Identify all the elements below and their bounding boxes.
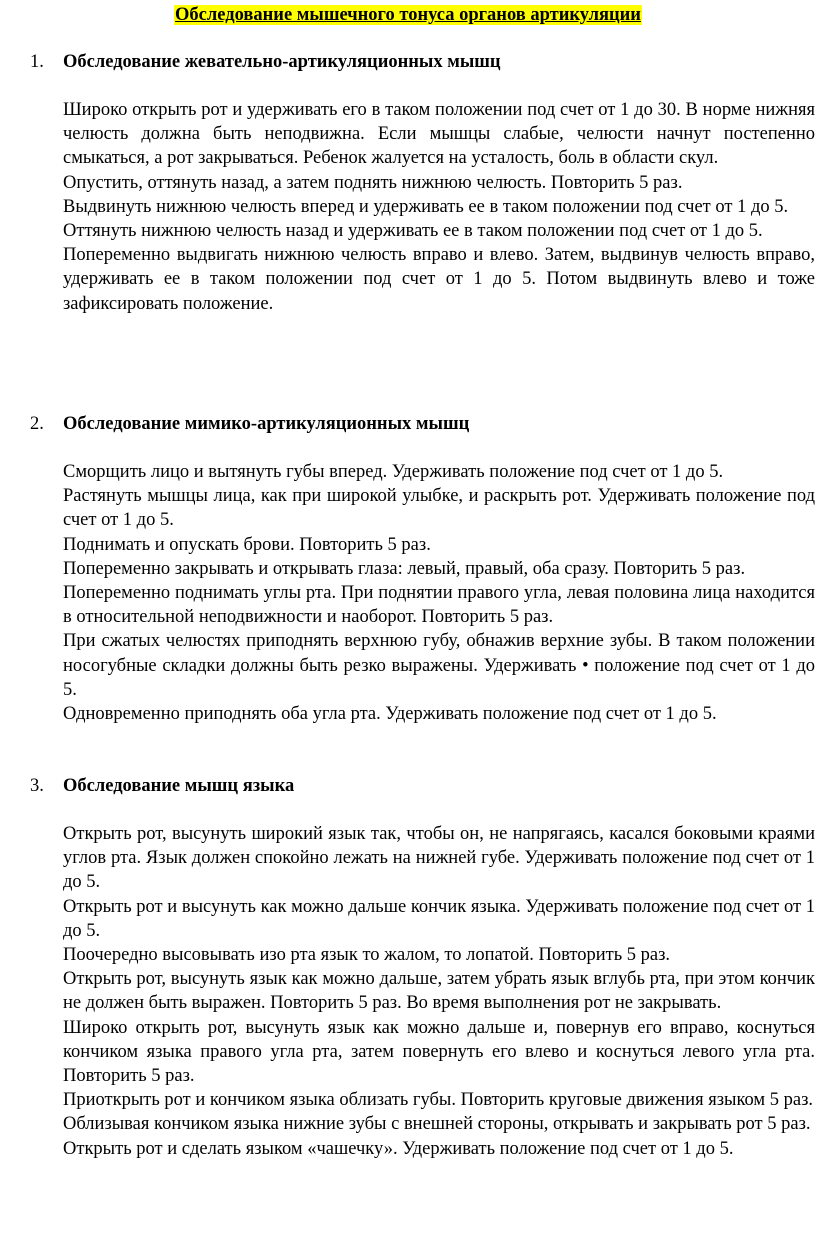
document-title	[0, 4, 816, 26]
section-2-paragraph: Попеременно закрывать и открывать глаза: левый, правый, оба сразу. Повторить 5 раз.	[63, 558, 746, 579]
section-3-paragraph: Приоткрыть рот и кончиком языка облизать губы. Повторить круговые движения языком 5 раз.	[63, 1090, 814, 1111]
section-1-paragraph: Опустить, оттянуть назад, а затем поднять нижнюю челюсть. Повторить 5 раз.	[63, 172, 683, 193]
section-3-header	[0, 774, 816, 798]
section-2-paragraph: Поднимать и опускать брови. Повторить 5 раз.	[63, 534, 431, 555]
section-1-header	[0, 50, 816, 74]
section-1-paragraph: Оттянуть нижнюю челюсть назад и удерживать ее в таком положении под счет от 1 до 5.	[63, 221, 763, 242]
section-2-body	[63, 460, 815, 726]
section-2-paragraph: Попеременно поднимать углы рта. При поднятии правого угла, левая половина лица находится в относительной неподвижности и наоборот. Повторить 5 раз.	[63, 583, 815, 628]
section-3-paragraph: Облизывая кончиком языка нижние зубы с внешней стороны, открывать и закрывать рот 5 раз.	[63, 1114, 811, 1135]
section-1-title: Обследование жевательно-артикуляционных мышц	[63, 52, 501, 72]
section-1-paragraph: Широко открыть рот и удерживать его в таком положении под счет от 1 до 30. В норме нижняя челюсть должна быть неподвижна. Если мышцы слабые, челюсти начнут постепенно смыкаться, а рот закрываться. Ребенок жалуется на усталость, боль в области скул.	[63, 100, 815, 169]
section-3-paragraph: Поочередно высовывать изо рта язык то жалом, то лопатой. Повторить 5 раз.	[63, 945, 671, 966]
section-3-paragraph: Широко открыть рот, высунуть язык как можно дальше и, повернув его вправо, коснуться кончиком языка правого угла рта, затем повернуть его влево и коснуться левого угла рта. Повторить 5 раз.	[63, 1017, 815, 1087]
section-3-paragraph: Открыть рот, высунуть широкий язык так, чтобы он, не напрягаясь, касался боковыми краями углов рта. Язык должен спокойно лежать на нижней губе. Удерживать положение под счет от 1 до 5.	[63, 824, 815, 893]
section-3-title: Обследование мышц языка	[63, 776, 295, 796]
section-2-paragraph: Растянуть мышцы лица, как при широкой улыбке, и раскрыть рот. Удерживать положение под счет от 1 до 5.	[63, 486, 815, 531]
section-1-paragraph: Попеременно выдвигать нижнюю челюсть вправо и влево. Затем, выдвинув челюсть вправо, удерживать ее в таком положении под счет от 1 до 5. Потом выдвинуть влево и тоже зафиксировать положение.	[63, 245, 815, 314]
section-2-header	[0, 412, 816, 436]
document-title-text: Обследование мышечного тонуса органов артикуляции	[175, 5, 641, 25]
section-2	[0, 412, 816, 726]
section-1-paragraph: Выдвинуть нижнюю челюсть вперед и удерживать ее в таком положении под счет от 1 до 5.	[63, 196, 789, 217]
section-1-body	[63, 98, 815, 316]
section-3-number: 3.	[30, 776, 44, 796]
section-2-paragraph: При сжатых челюстях приподнять верхнюю губу, обнажив верхние зубы. В таком положении носогубные складки должны быть резко выражены. Удерживать • положение под счет от 1 до 5.	[63, 631, 815, 700]
section-2-number: 2.	[30, 414, 44, 434]
section-2-title: Обследование мимико-артикуляционных мышц	[63, 414, 470, 434]
section-2-paragraph: Одновременно приподнять оба угла рта. Удерживать положение под счет от 1 до 5.	[63, 704, 717, 725]
section-2-paragraph: Сморщить лицо и вытянуть губы вперед. Удерживать положение под счет от 1 до 5.	[63, 462, 724, 482]
section-3	[0, 774, 816, 1161]
section-3-paragraph: Открыть рот и высунуть как можно дальше кончик языка. Удерживать положение под счет от 1 до 5.	[63, 896, 815, 941]
section-1	[0, 50, 816, 316]
section-1-number: 1.	[30, 52, 44, 72]
section-3-body	[63, 822, 815, 1161]
section-3-paragraph: Открыть рот, высунуть язык как можно дальше, затем убрать язык вглубь рта, при этом кончик не должен быть выражен. Повторить 5 раз. Во время выполнения рот не закрывать.	[63, 969, 815, 1014]
section-3-paragraph: Открыть рот и сделать языком «чашечку». Удерживать положение под счет от 1 до 5.	[63, 1138, 734, 1159]
